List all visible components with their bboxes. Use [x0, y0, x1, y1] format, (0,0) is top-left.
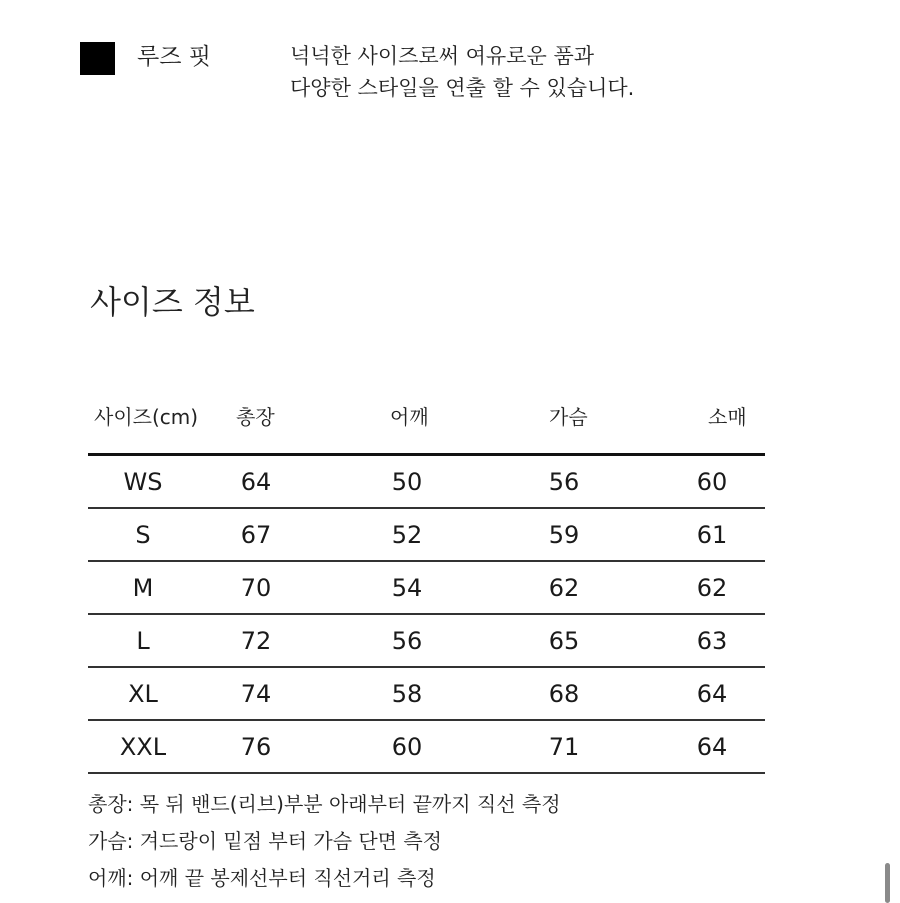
fit-description-line: 넉넉한 사이즈로써 여유로운 품과	[290, 44, 595, 68]
fit-color-swatch	[80, 42, 115, 75]
sleeve-cell: 63	[696, 627, 728, 655]
shoulder-cell: 56	[391, 627, 423, 655]
header-size: 사이즈(cm)	[94, 405, 199, 429]
scrollbar-thumb[interactable]	[885, 863, 890, 903]
shoulder-cell: 50	[391, 468, 423, 496]
chest-cell: 56	[548, 468, 580, 496]
header-sleeve: 소매	[708, 405, 747, 429]
sleeve-cell: 60	[696, 468, 728, 496]
note-chest: 가슴: 겨드랑이 밑점 부터 가슴 단면 측정	[88, 829, 443, 853]
shoulder-cell: 52	[391, 521, 423, 549]
table-row	[88, 615, 765, 668]
size-cell: S	[135, 521, 151, 549]
length-cell: 64	[240, 468, 272, 496]
measurement-notes	[88, 786, 848, 897]
length-cell: 72	[240, 627, 272, 655]
table-row	[88, 721, 765, 774]
length-cell: 74	[240, 680, 272, 708]
table-row	[88, 562, 765, 615]
chest-cell: 68	[548, 680, 580, 708]
header-length: 총장	[236, 405, 275, 429]
size-table-header	[88, 393, 765, 456]
shoulder-cell: 54	[391, 574, 423, 602]
note-length: 총장: 목 뒤 밴드(리브)부분 아래부터 끝까지 직선 측정	[88, 792, 561, 816]
shoulder-cell: 58	[391, 680, 423, 708]
size-cell: XXL	[119, 733, 167, 761]
size-cell: M	[132, 574, 154, 602]
length-cell: 76	[240, 733, 272, 761]
table-row	[88, 456, 765, 509]
chest-cell: 65	[548, 627, 580, 655]
fit-label: 루즈 핏	[137, 44, 211, 70]
size-cell: L	[136, 627, 150, 655]
sleeve-cell: 62	[696, 574, 728, 602]
size-table	[88, 393, 765, 774]
sleeve-cell: 64	[696, 680, 728, 708]
table-row	[88, 668, 765, 721]
size-info-title: 사이즈 정보	[90, 283, 255, 321]
length-cell: 67	[240, 521, 272, 549]
fit-info	[80, 40, 780, 100]
fit-description	[290, 40, 634, 104]
shoulder-cell: 60	[391, 733, 423, 761]
sleeve-cell: 64	[696, 733, 728, 761]
chest-cell: 59	[548, 521, 580, 549]
header-chest: 가슴	[549, 405, 588, 429]
chest-cell: 62	[548, 574, 580, 602]
length-cell: 70	[240, 574, 272, 602]
header-shoulder: 어깨	[390, 405, 429, 429]
size-cell: WS	[123, 468, 163, 496]
note-shoulder: 어깨: 어깨 끝 봉제선부터 직선거리 측정	[88, 866, 436, 890]
sleeve-cell: 61	[696, 521, 728, 549]
table-row	[88, 509, 765, 562]
chest-cell: 71	[548, 733, 580, 761]
fit-description-line: 다양한 스타일을 연출 할 수 있습니다.	[290, 76, 635, 100]
size-cell: XL	[128, 680, 158, 708]
